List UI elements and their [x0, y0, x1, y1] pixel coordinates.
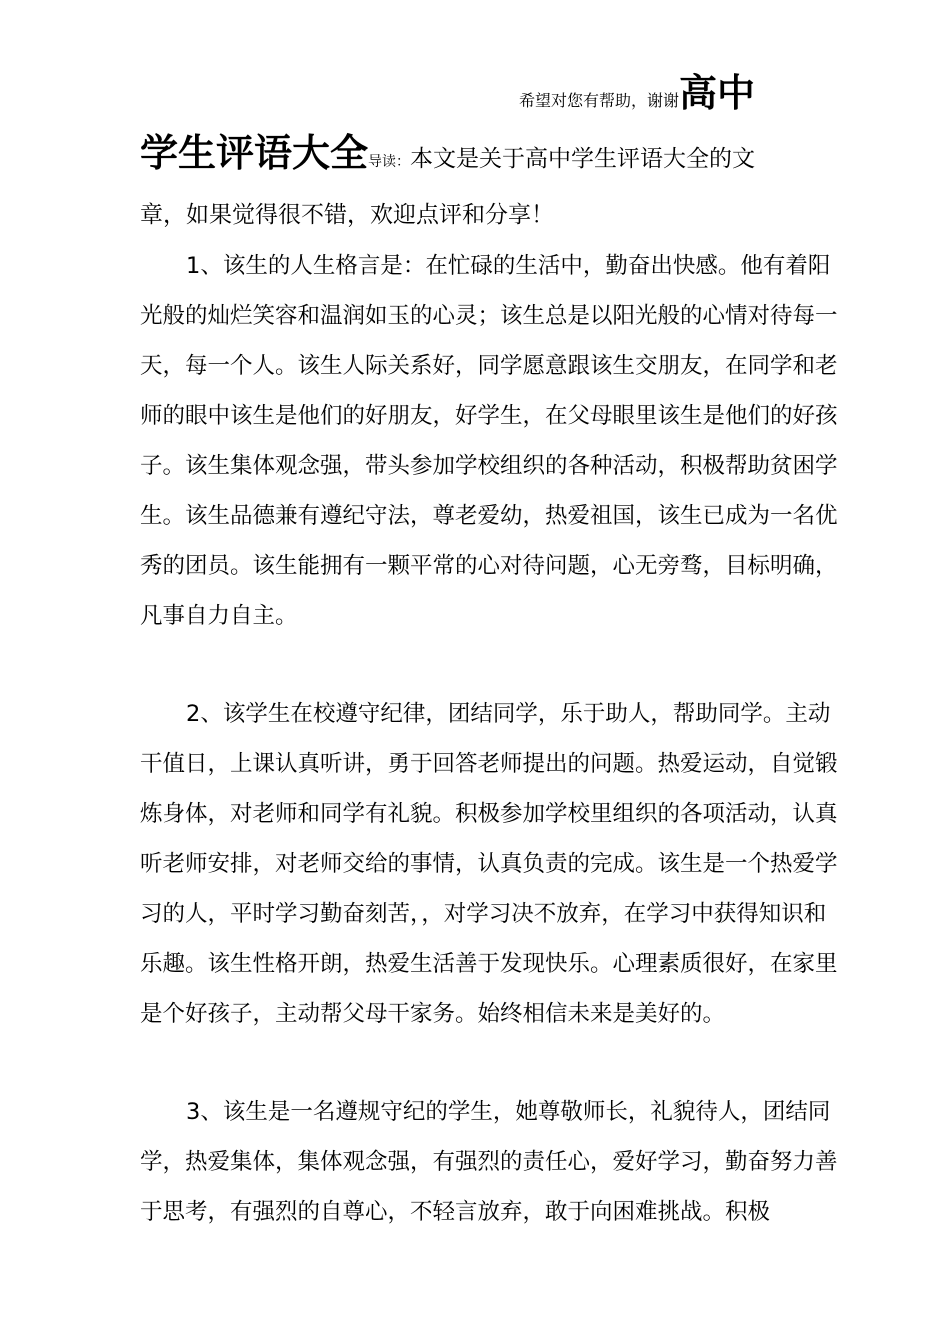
title-part-2: 学生评语大全 — [140, 131, 369, 175]
lead-text: 本文是关于高中学生评语大全的文 — [410, 146, 756, 172]
header-line — [519, 62, 755, 117]
paragraph-2: 2、该学生在校遵守纪律，团结同学，乐于助人，帮助同学。主动干值日，上课认真听讲，勇于回答老师提出的问题。热爱运动，自觉锻炼身体，对老师和同学有礼貌。积极参加学校里组织的各项活动，认真听老师安排，对老师交给的事情，认真负责的完成。该生是一个热爱学习的人，平时学习勤奋刻苦，，对学习决不放弃，在学习中获得知识和乐趣。该生性格开朗，热爱生活善于发现快乐。心理素质很好，在家里是个好孩子，主动帮父母干家务。始终相信未来是美好的。 — [140, 701, 838, 1027]
title-part-1: 高中 — [679, 71, 756, 115]
title-line — [140, 122, 755, 177]
paragraph-3: 3、该生是一名遵规守纪的学生，她尊敬师长，礼貌待人，团结同学，热爱集体，集体观念强，有强烈的责任心，爱好学习，勤奋努力善于思考，有强烈的自尊心，不轻言放弃，敢于向困难挑战。积极 — [140, 1099, 838, 1225]
paragraph-1: 1、该生的人生格言是：在忙碌的生活中，勤奋出快感。他有着阳光般的灿烂笑容和温润如玉的心灵；该生总是以阳光般的心情对待每一天，每一个人。该生人际关系好，同学愿意跟该生交朋友，在同学和老师的眼中该生是他们的好朋友，好学生，在父母眼里该生是他们的好孩子。该生集体观念强，带头参加学校组织的各种活动，积极帮助贫困学生。该生品德兼有遵纪守法，尊老爱幼，热爱祖国，该生已成为一名优秀的团员。该生能拥有一颗平常的心对待问题，心无旁骛，目标明确，凡事自力自主。 — [140, 253, 838, 629]
header-note: 希望对您有帮助，谢谢 — [519, 91, 680, 110]
lead-label: 导读： — [368, 154, 411, 170]
lead-continuation: 章，如果觉得很不错，欢迎点评和分享！ — [140, 202, 554, 228]
